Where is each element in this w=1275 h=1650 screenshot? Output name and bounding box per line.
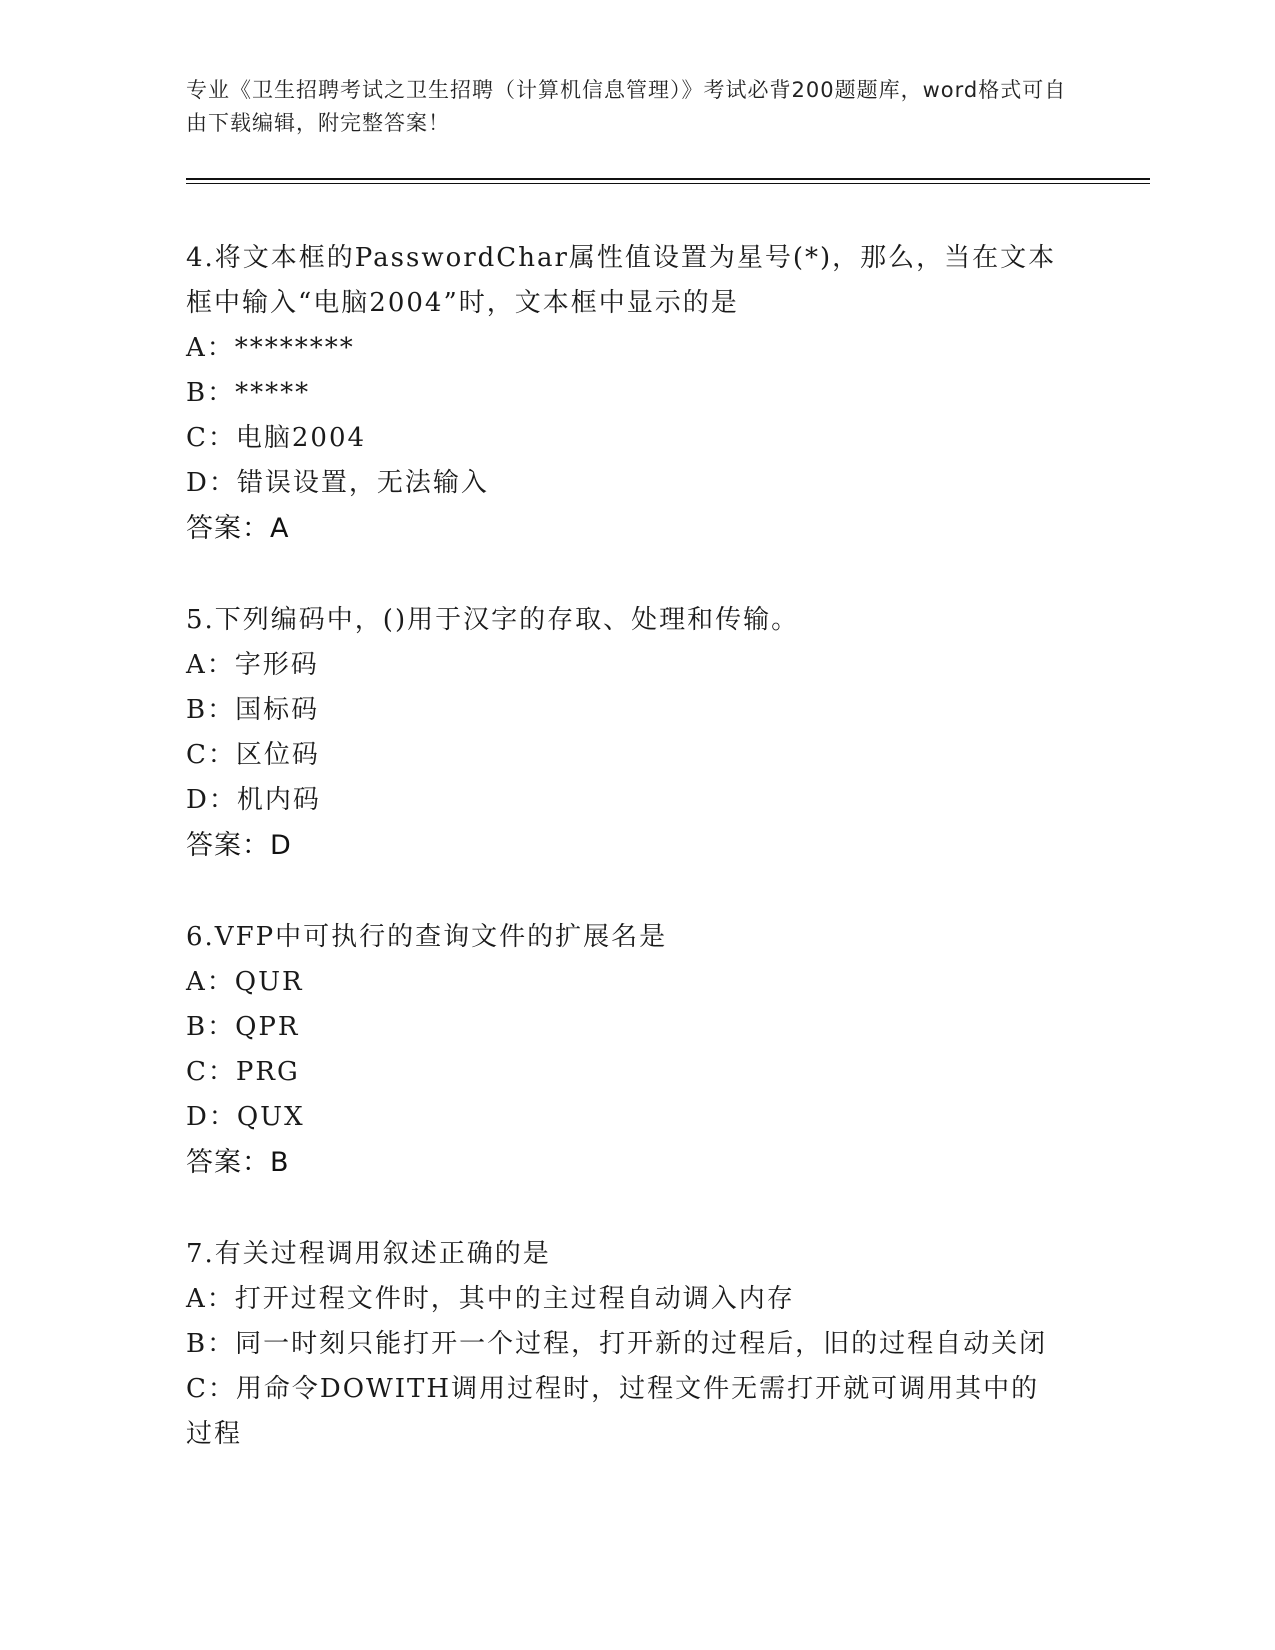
answer-label: 答案：B bbox=[186, 1147, 290, 1178]
header-divider bbox=[186, 178, 1150, 180]
option-b: B：QPR bbox=[186, 1012, 300, 1042]
question-stem: 6.VFP中可执行的查询文件的扩展名是 bbox=[186, 922, 668, 952]
option-d: D：机内码 bbox=[186, 785, 321, 815]
option-a: A：******** bbox=[186, 333, 355, 363]
option-b: B：同一时刻只能打开一个过程，打开新的过程后，旧的过程自动关闭 bbox=[186, 1329, 1048, 1359]
option-b: B：***** bbox=[186, 378, 311, 408]
option-c: C：用命令DOWITH调用过程时，过程文件无需打开就可调用其中的过程 bbox=[186, 1374, 1040, 1449]
question-stem: 4.将文本框的PasswordChar属性值设置为星号(*)，那么，当在文本框中输入“电脑2004”时，文本框中显示的是 bbox=[186, 243, 1057, 318]
option-d: D：QUX bbox=[186, 1102, 305, 1132]
question-4 bbox=[186, 236, 1066, 552]
option-a: A：打开过程文件时，其中的主过程自动调入内存 bbox=[186, 1284, 795, 1314]
option-c: C：电脑2004 bbox=[186, 423, 367, 453]
question-stem: 7.有关过程调用叙述正确的是 bbox=[186, 1239, 551, 1269]
option-d: D：错误设置，无法输入 bbox=[186, 468, 489, 498]
option-a: A：字形码 bbox=[186, 650, 319, 680]
question-6 bbox=[186, 915, 1066, 1186]
question-7 bbox=[186, 1232, 1066, 1457]
answer-label: 答案：A bbox=[186, 513, 290, 544]
header-divider-thin bbox=[186, 183, 1150, 184]
question-stem: 5.下列编码中，()用于汉字的存取、处理和传输。 bbox=[186, 605, 800, 635]
answer-label: 答案：D bbox=[186, 830, 292, 861]
document-intro: 专业《卫生招聘考试之卫生招聘（计算机信息管理）》考试必背200题题库，word格式可自由下载编辑，附完整答案！ bbox=[186, 78, 1067, 135]
question-5 bbox=[186, 598, 1066, 869]
question-list bbox=[186, 236, 1066, 1503]
option-a: A：QUR bbox=[186, 967, 304, 997]
option-b: B：国标码 bbox=[186, 695, 320, 725]
option-c: C：区位码 bbox=[186, 740, 320, 770]
option-c: C：PRG bbox=[186, 1057, 300, 1087]
